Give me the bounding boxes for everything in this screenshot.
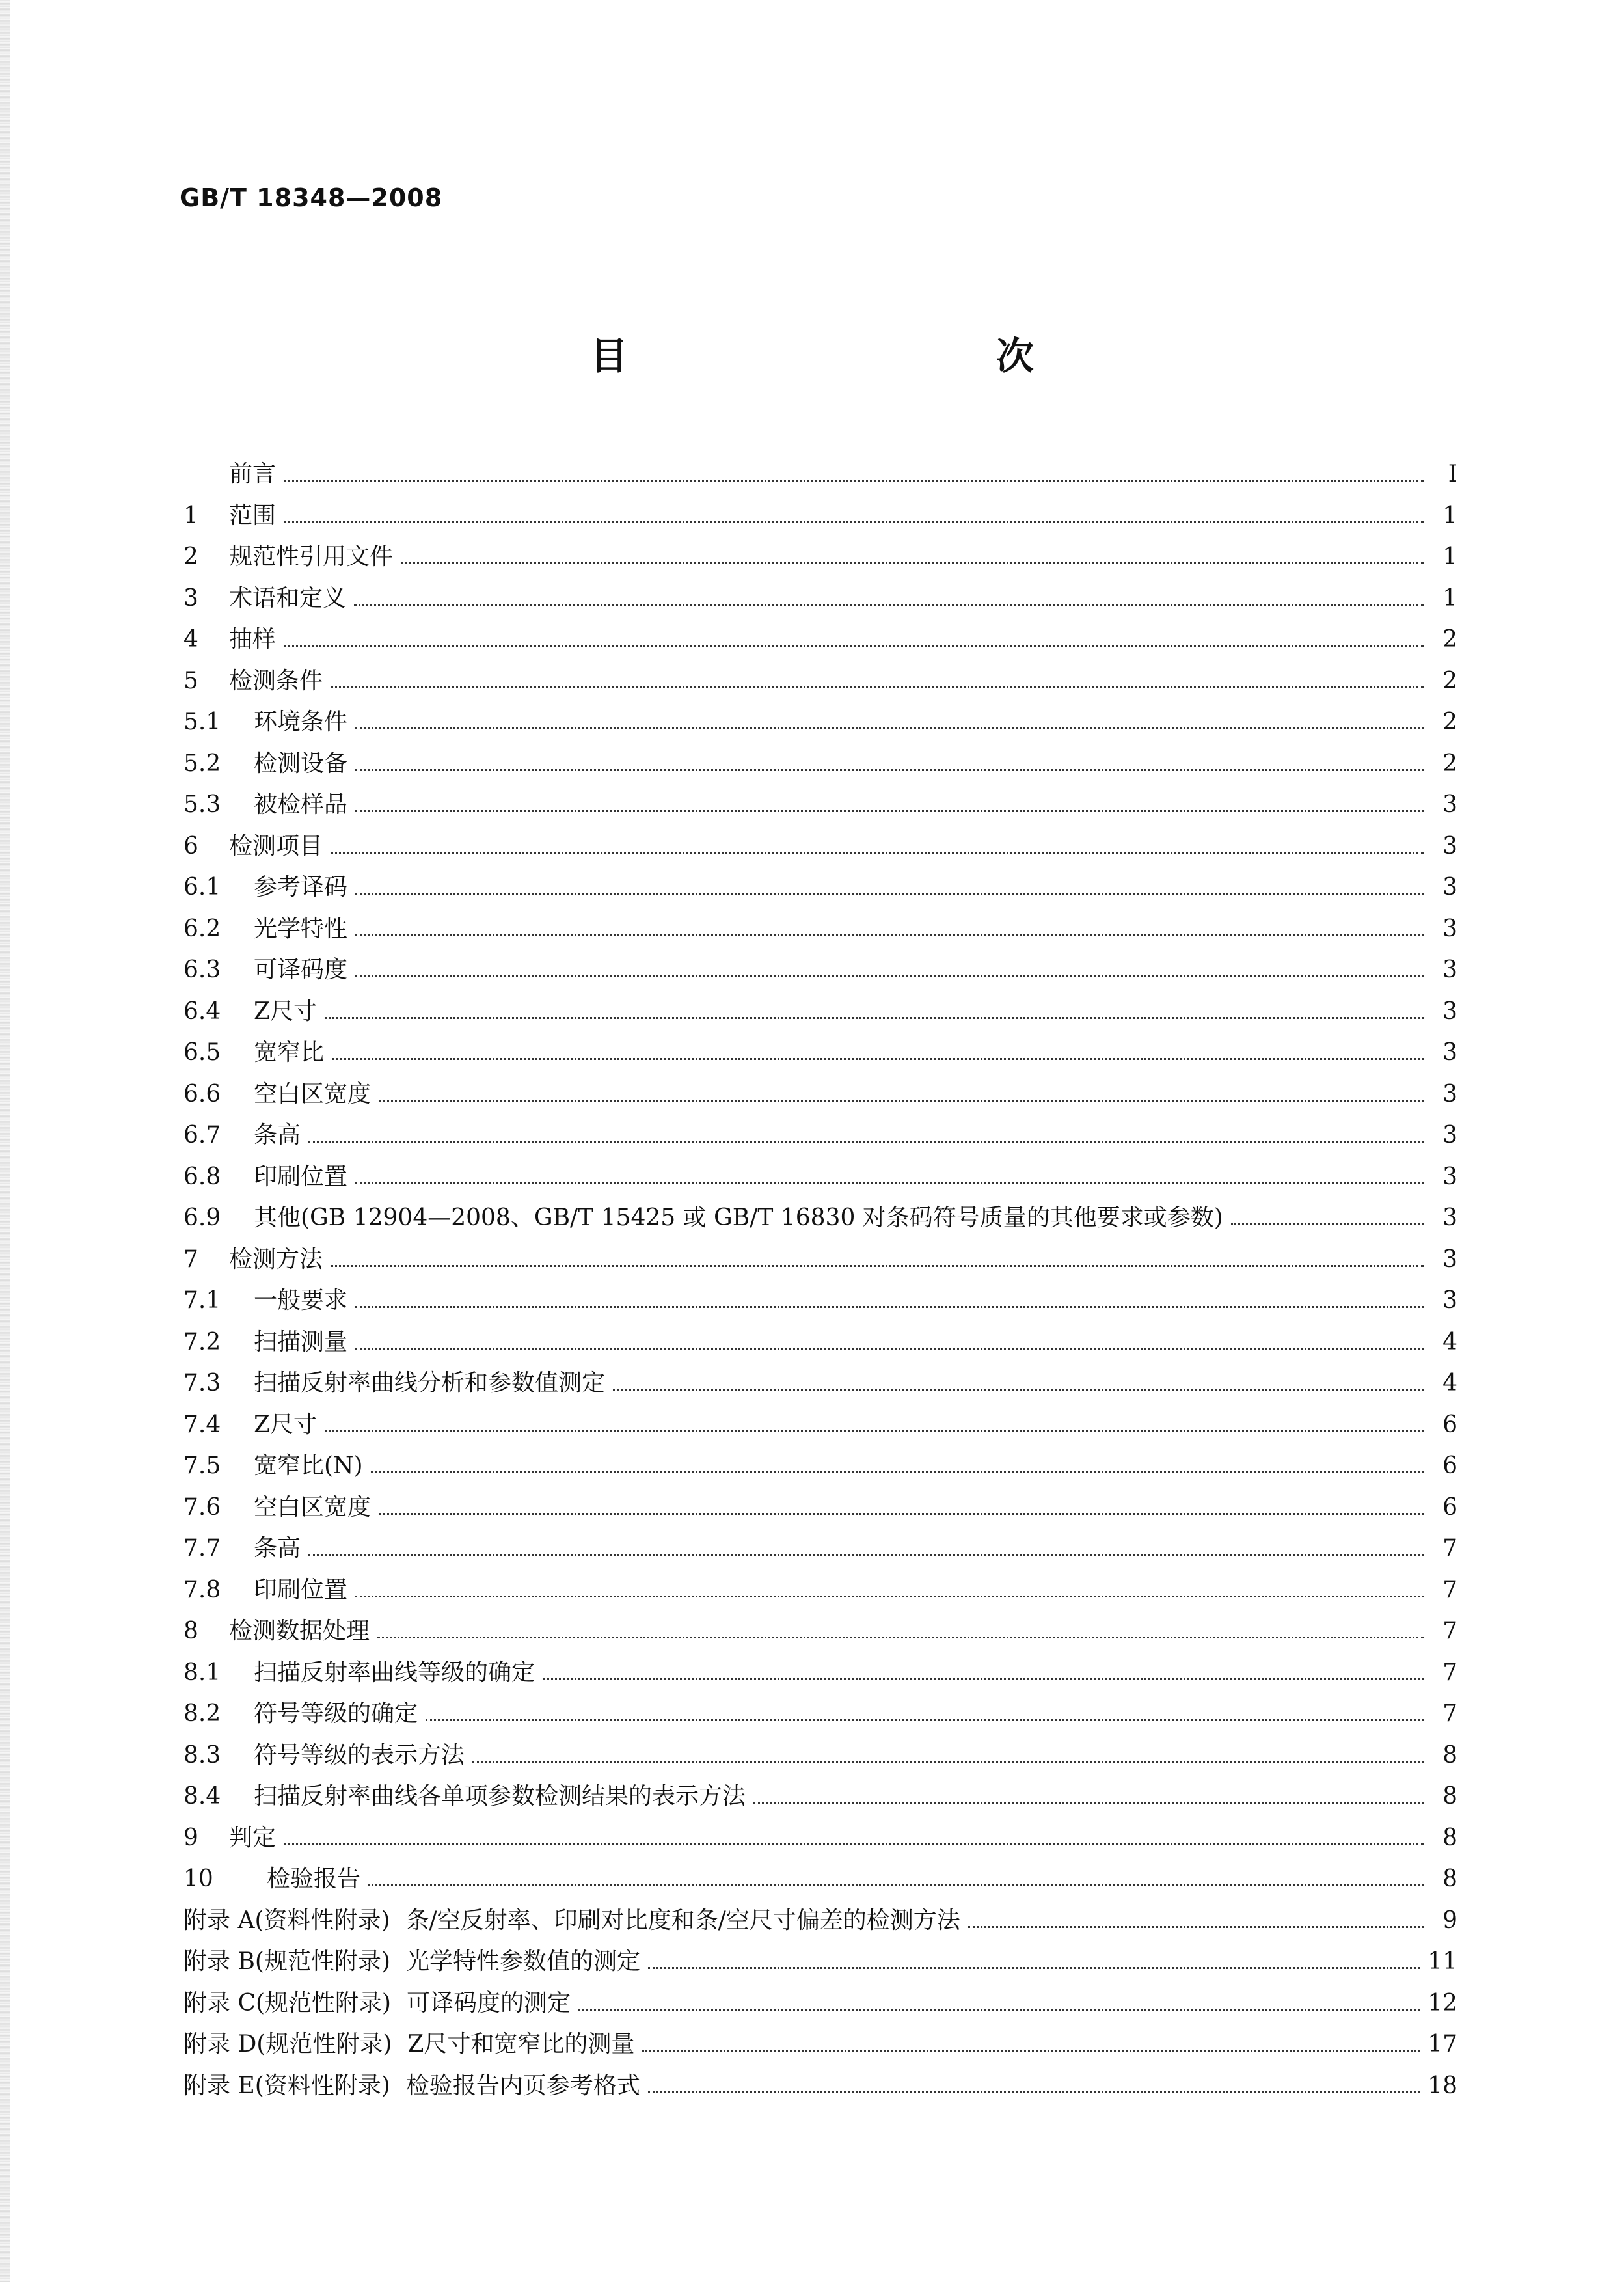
- toc-entry[interactable]: [183, 1654, 1457, 1696]
- toc-entry[interactable]: [183, 1778, 1457, 1819]
- dot-leader: [331, 686, 1424, 688]
- toc-entry-page: 17: [1428, 2031, 1457, 2058]
- toc-entry-number: 7.8: [183, 1576, 221, 1603]
- toc-entry-number: 7.1: [183, 1287, 221, 1314]
- toc-entry-page: 8: [1442, 1741, 1457, 1769]
- dot-leader: [753, 1802, 1424, 1804]
- dot-leader: [354, 604, 1424, 606]
- toc-entry[interactable]: [183, 1902, 1457, 1944]
- toc-entry-number: 8.1: [183, 1659, 221, 1686]
- toc-entry-page: 3: [1442, 832, 1457, 860]
- toc-entry-page: 3: [1442, 1204, 1457, 1231]
- toc-entry-page: 3: [1442, 791, 1457, 818]
- toc-entry[interactable]: [183, 869, 1457, 910]
- toc-entry[interactable]: [183, 910, 1457, 952]
- dot-leader: [368, 1884, 1424, 1886]
- dot-leader: [325, 1017, 1424, 1019]
- toc-entry[interactable]: [183, 1076, 1457, 1117]
- dot-leader: [284, 645, 1424, 647]
- dot-leader: [377, 1637, 1424, 1638]
- toc-entry-number: 1: [183, 502, 198, 529]
- toc-entry[interactable]: [183, 1530, 1457, 1571]
- toc-entry-number: 7.2: [183, 1328, 221, 1355]
- toc-entry-number: 6.8: [183, 1163, 221, 1190]
- dot-leader: [355, 1348, 1424, 1350]
- toc-entry-page: 4: [1442, 1370, 1457, 1396]
- toc-entry[interactable]: [183, 580, 1457, 621]
- toc-entry[interactable]: [183, 1985, 1457, 2026]
- toc-entry[interactable]: [183, 1819, 1457, 1861]
- toc-entry-title: 检测数据处理: [229, 1618, 370, 1644]
- toc-entry-page: 7: [1442, 1659, 1457, 1686]
- toc-entry-title: 符号等级的确定: [254, 1700, 418, 1727]
- toc-entry-title: Z尺寸和宽窄比的测量: [407, 2031, 635, 2058]
- toc-entry[interactable]: [183, 1034, 1457, 1076]
- dot-leader: [968, 1926, 1424, 1928]
- toc-entry-page: 8: [1442, 1783, 1457, 1810]
- toc-entry-number: 5: [183, 667, 198, 694]
- toc-entry[interactable]: [183, 828, 1457, 869]
- toc-entry-page: 6: [1442, 1411, 1457, 1438]
- toc-entry-number: 9: [183, 1824, 198, 1851]
- toc-entry-page: 3: [1442, 874, 1457, 901]
- toc-entry-page: 12: [1428, 1989, 1457, 2017]
- toc-entry-page: 1: [1442, 584, 1457, 612]
- toc-entry[interactable]: [183, 455, 1457, 497]
- toc-entry-title: 检测项目: [229, 832, 323, 860]
- toc-entry-page: 2: [1442, 626, 1457, 653]
- toc-entry-page: 7: [1442, 1700, 1457, 1727]
- toc-entry-number: 6.6: [183, 1080, 221, 1107]
- toc-entry-number: 5.3: [183, 791, 221, 818]
- toc-entry-number: 7.6: [183, 1493, 221, 1521]
- toc-entry-number: 5.1: [183, 709, 221, 735]
- toc-entry[interactable]: [183, 1199, 1457, 1241]
- standard-code: GB/T 18348—2008: [180, 183, 443, 212]
- dot-leader: [648, 1967, 1420, 1969]
- toc-entry[interactable]: [183, 1447, 1457, 1489]
- toc-entry-title: 术语和定义: [229, 584, 347, 612]
- toc-entry-title: Z尺寸: [254, 1411, 318, 1438]
- toc-entry-title: 条高: [254, 1535, 301, 1562]
- toc-entry-page: 1: [1442, 502, 1457, 529]
- toc-entry[interactable]: [183, 1365, 1457, 1406]
- toc-entry-title: 扫描测量: [254, 1328, 348, 1355]
- toc-entry-title: 扫描反射率曲线等级的确定: [254, 1659, 535, 1686]
- toc-entry-number: 附录 C(规范性附录): [183, 1989, 392, 2017]
- toc-entry-page: 7: [1442, 1535, 1457, 1562]
- dot-leader: [355, 810, 1424, 812]
- toc-entry-title: 规范性引用文件: [229, 543, 394, 570]
- dot-leader: [371, 1471, 1424, 1473]
- toc-entry-number: 5.2: [183, 750, 221, 777]
- toc-entry-number: 附录 A(资料性附录): [183, 1907, 390, 1934]
- toc-entry[interactable]: [183, 621, 1457, 662]
- toc-entry[interactable]: [183, 2026, 1457, 2067]
- toc-entry-page: 2: [1442, 750, 1457, 777]
- toc-entry[interactable]: [183, 703, 1457, 745]
- dot-leader: [308, 1554, 1424, 1556]
- toc-entry[interactable]: [183, 1860, 1457, 1902]
- toc-entry-title: 空白区宽度: [254, 1080, 372, 1107]
- toc-entry-number: 10: [183, 1866, 213, 1892]
- dot-leader: [284, 521, 1424, 523]
- toc-entry[interactable]: [183, 1612, 1457, 1654]
- toc-entry-title: 检测条件: [229, 667, 323, 694]
- toc-entry-page: 18: [1428, 2072, 1457, 2099]
- dot-leader: [379, 1513, 1424, 1515]
- toc-entry-number: 7: [183, 1245, 198, 1273]
- toc-entry-page: 7: [1442, 1576, 1457, 1603]
- toc-entry-page: 2: [1442, 667, 1457, 694]
- dot-leader: [355, 769, 1424, 771]
- toc-entry-title: 宽窄比(N): [254, 1452, 363, 1479]
- toc-entry-number: 3: [183, 584, 198, 612]
- toc-entry-page: 3: [1442, 1122, 1457, 1148]
- dot-leader: [332, 1058, 1424, 1060]
- dot-leader: [355, 727, 1424, 729]
- toc-entry[interactable]: [183, 1695, 1457, 1737]
- toc-entry-page: 3: [1442, 1080, 1457, 1107]
- dot-leader: [355, 1182, 1424, 1184]
- toc-entry-title: 一般要求: [254, 1287, 348, 1314]
- table-of-contents: [183, 455, 1457, 2108]
- toc-entry-number: 6.9: [183, 1204, 221, 1231]
- toc-entry-page: 11: [1428, 1948, 1457, 1975]
- toc-entry-title: 空白区宽度: [254, 1493, 372, 1521]
- toc-entry-number: 6.3: [183, 957, 221, 983]
- toc-entry-number: 8.4: [183, 1783, 221, 1810]
- toc-entry-page: 3: [1442, 915, 1457, 942]
- dot-leader: [578, 2009, 1420, 2011]
- dot-leader: [379, 1100, 1424, 1102]
- toc-entry-page: 1: [1442, 543, 1457, 570]
- toc-entry-page: 2: [1442, 709, 1457, 735]
- dot-leader: [308, 1141, 1424, 1143]
- toc-entry-page: 3: [1442, 998, 1457, 1025]
- dot-leader: [401, 562, 1424, 564]
- dot-leader: [325, 1430, 1424, 1432]
- toc-entry-page: 3: [1442, 1039, 1457, 1066]
- toc-entry-title: 范围: [229, 502, 277, 529]
- dot-leader: [642, 2050, 1420, 2052]
- dot-leader: [355, 1596, 1424, 1597]
- toc-entry-title: 宽窄比: [254, 1039, 325, 1066]
- dot-leader: [284, 480, 1424, 482]
- toc-entry-title: 其他(GB 12904—2008、GB/T 15425 或 GB/T 16830 对条码符号质量的其他要求或参数): [254, 1204, 1223, 1231]
- toc-entry[interactable]: [183, 786, 1457, 828]
- toc-entry-page: Ⅰ: [1448, 461, 1457, 487]
- dot-leader: [648, 2091, 1420, 2093]
- page-title: 目 次: [589, 334, 1131, 378]
- dot-leader: [1231, 1223, 1424, 1225]
- toc-entry-title: 检测设备: [254, 750, 348, 777]
- dot-leader: [355, 975, 1424, 977]
- dot-leader: [472, 1761, 1424, 1763]
- toc-entry[interactable]: [183, 951, 1457, 993]
- toc-entry[interactable]: [183, 662, 1457, 704]
- toc-entry-number: 7.3: [183, 1370, 221, 1396]
- toc-entry-title: 印刷位置: [254, 1576, 348, 1603]
- toc-entry-number: 6.4: [183, 998, 221, 1025]
- toc-entry-number: 7.5: [183, 1452, 221, 1479]
- toc-entry-number: 附录 E(资料性附录): [183, 2072, 390, 2099]
- toc-entry-title: 抽样: [229, 626, 277, 653]
- toc-entry[interactable]: [183, 1406, 1457, 1448]
- toc-entry-title: 条/空反射率、印刷对比度和条/空尺寸偏差的检测方法: [405, 1907, 960, 1934]
- toc-entry-number: 6.2: [183, 915, 221, 942]
- toc-entry-page: 3: [1442, 1245, 1457, 1273]
- toc-entry-title: 参考译码: [254, 874, 348, 901]
- toc-entry[interactable]: [183, 1324, 1457, 1365]
- toc-entry[interactable]: [183, 745, 1457, 787]
- dot-leader: [284, 1843, 1424, 1845]
- toc-entry-page: 6: [1442, 1493, 1457, 1521]
- dot-leader: [355, 893, 1424, 895]
- dot-leader: [613, 1389, 1424, 1391]
- toc-entry-page: 3: [1442, 957, 1457, 983]
- toc-entry-page: 4: [1442, 1328, 1457, 1355]
- toc-entry-number: 8.3: [183, 1741, 221, 1769]
- toc-entry-page: 3: [1442, 1287, 1457, 1314]
- toc-entry-title: 被检样品: [254, 791, 348, 818]
- toc-entry-number: 附录 B(规范性附录): [183, 1948, 390, 1975]
- toc-entry-number: 7.4: [183, 1411, 221, 1438]
- toc-entry-number: 6.1: [183, 874, 221, 901]
- toc-entry-title: 印刷位置: [254, 1163, 348, 1190]
- toc-entry-number: 2: [183, 543, 198, 570]
- toc-entry-title: 检验报告: [267, 1866, 361, 1892]
- toc-entry[interactable]: [183, 497, 1457, 539]
- toc-entry-title: 检测方法: [229, 1245, 323, 1273]
- toc-entry-title: 扫描反射率曲线各单项参数检测结果的表示方法: [254, 1783, 746, 1810]
- toc-entry-number: 6: [183, 832, 198, 860]
- toc-entry-number: 6.7: [183, 1122, 221, 1148]
- toc-entry-title: 扫描反射率曲线分析和参数值测定: [254, 1370, 606, 1396]
- toc-entry-title: 条高: [254, 1122, 301, 1148]
- toc-entry-number: 6.5: [183, 1039, 221, 1066]
- toc-entry-title: 光学特性参数值的测定: [406, 1948, 641, 1975]
- toc-entry-number: 4: [183, 626, 198, 653]
- toc-entry-title: 环境条件: [254, 709, 348, 735]
- toc-entry[interactable]: [183, 538, 1457, 580]
- dot-leader: [355, 1306, 1424, 1308]
- toc-entry-number: 附录 D(规范性附录): [183, 2031, 392, 2058]
- toc-entry-page: 6: [1442, 1452, 1457, 1479]
- toc-entry-page: 3: [1442, 1163, 1457, 1190]
- toc-entry[interactable]: [183, 993, 1457, 1035]
- dot-leader: [426, 1719, 1424, 1721]
- toc-entry-title: 可译码度的测定: [407, 1989, 571, 2017]
- toc-entry-page: 8: [1442, 1824, 1457, 1851]
- toc-entry[interactable]: [183, 2067, 1457, 2109]
- toc-entry-page: 9: [1442, 1907, 1457, 1934]
- toc-entry-number: 8.2: [183, 1700, 221, 1727]
- toc-entry-title: 符号等级的表示方法: [254, 1741, 465, 1769]
- toc-entry[interactable]: [183, 1282, 1457, 1324]
- dot-leader: [331, 1265, 1424, 1267]
- toc-entry-title: 判定: [229, 1824, 277, 1851]
- toc-entry[interactable]: [183, 1943, 1457, 1985]
- toc-entry-title: 光学特性: [254, 915, 348, 942]
- toc-entry[interactable]: [183, 1241, 1457, 1283]
- toc-entry[interactable]: [183, 1489, 1457, 1530]
- dot-leader: [331, 852, 1424, 854]
- toc-entry[interactable]: [183, 1117, 1457, 1158]
- toc-entry[interactable]: [183, 1571, 1457, 1613]
- toc-entry-page: 8: [1442, 1866, 1457, 1892]
- toc-entry-title: 可译码度: [254, 957, 348, 983]
- toc-entry-title: 检验报告内页参考格式: [405, 2072, 640, 2099]
- toc-entry-number: 7.7: [183, 1535, 221, 1562]
- dot-leader: [543, 1678, 1424, 1680]
- toc-entry[interactable]: [183, 1158, 1457, 1200]
- dot-leader: [355, 934, 1424, 936]
- toc-entry[interactable]: [183, 1737, 1457, 1778]
- toc-entry-number: 8: [183, 1618, 198, 1644]
- toc-entry-page: 7: [1442, 1618, 1457, 1644]
- toc-entry-title: 前言: [229, 461, 277, 487]
- toc-entry-title: Z尺寸: [254, 998, 318, 1025]
